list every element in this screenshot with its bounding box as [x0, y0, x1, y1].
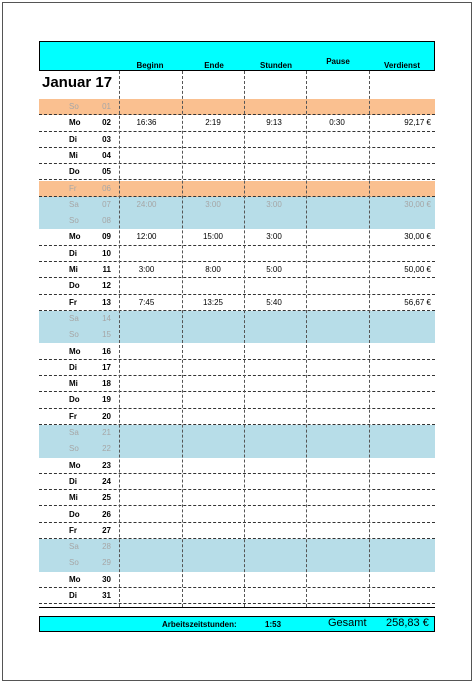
table-row — [39, 523, 435, 539]
stunden-cell[interactable]: 9:13 — [266, 118, 282, 128]
table-row — [39, 99, 435, 115]
column-divider — [182, 71, 183, 607]
table-row — [39, 197, 435, 213]
day-number[interactable]: 21 — [102, 428, 111, 437]
verdienst-cell[interactable]: 50,00 € — [404, 265, 431, 274]
day-number[interactable]: 17 — [102, 362, 111, 372]
day-name[interactable]: Fr — [69, 525, 77, 535]
header-ende: Ende — [204, 61, 224, 70]
footer-label: Arbeitszeitstunden: — [162, 620, 237, 629]
day-number[interactable]: 03 — [102, 134, 111, 144]
day-number[interactable]: 23 — [102, 460, 111, 470]
footer-hours: 1:53 — [265, 620, 282, 629]
table-row — [39, 572, 435, 588]
beginn-cell[interactable]: 24:00 — [136, 199, 157, 209]
day-number[interactable]: 07 — [102, 199, 111, 209]
verdienst-cell[interactable]: 30,00 € — [404, 199, 431, 209]
month-title: Januar 17 — [42, 74, 113, 91]
day-name[interactable]: Do — [69, 395, 80, 405]
day-name[interactable]: Di — [69, 476, 77, 486]
day-name[interactable]: Sa — [69, 428, 79, 437]
column-divider — [369, 71, 370, 607]
day-name[interactable]: Sa — [69, 313, 79, 323]
verdienst-cell[interactable]: 56,67 € — [404, 297, 431, 307]
header-verdienst: Verdienst — [383, 61, 420, 70]
header-beginn: Beginn — [136, 61, 164, 70]
table-row — [39, 115, 435, 131]
day-name[interactable]: Sa — [69, 199, 79, 209]
table-row — [39, 441, 435, 457]
table-row — [39, 327, 435, 343]
table-row — [39, 246, 435, 262]
column-divider — [119, 71, 120, 607]
day-number[interactable]: 14 — [102, 313, 111, 323]
day-name[interactable]: Fr — [69, 183, 77, 193]
beginn-cell[interactable]: 12:00 — [136, 232, 157, 242]
day-name[interactable]: Do — [69, 281, 80, 291]
day-name[interactable]: Di — [69, 134, 77, 144]
day-name[interactable]: So — [69, 102, 79, 111]
day-number[interactable]: 06 — [102, 183, 111, 193]
table-row — [39, 458, 435, 474]
day-number[interactable]: 26 — [102, 509, 111, 519]
day-name[interactable]: So — [69, 216, 79, 226]
table-row — [39, 311, 435, 327]
table-row — [39, 164, 435, 180]
header-stunden: Stunden — [260, 61, 292, 70]
day-number[interactable]: 22 — [102, 444, 111, 454]
verdienst-cell[interactable]: 30,00 € — [404, 232, 431, 242]
day-name[interactable]: Di — [69, 362, 77, 372]
table-row — [39, 490, 435, 506]
separator-line — [39, 607, 435, 608]
beginn-cell[interactable]: 7:45 — [138, 297, 155, 307]
day-number[interactable]: 19 — [102, 395, 111, 405]
ende-cell[interactable]: 2:19 — [205, 118, 221, 128]
day-name[interactable]: Di — [69, 591, 77, 600]
day-number[interactable]: 18 — [102, 379, 111, 389]
day-name[interactable]: Di — [69, 248, 77, 258]
table-row — [39, 213, 435, 229]
day-name[interactable]: Mi — [69, 379, 78, 389]
day-name[interactable]: So — [69, 558, 79, 568]
ende-cell[interactable]: 15:00 — [202, 232, 224, 242]
header-pause: Pause — [326, 57, 350, 66]
day-number[interactable]: 15 — [102, 330, 111, 340]
day-name[interactable]: Mi — [69, 150, 78, 160]
table-row — [39, 295, 435, 311]
table-row — [39, 588, 435, 604]
day-number[interactable]: 04 — [102, 150, 111, 160]
day-name[interactable]: So — [69, 330, 79, 340]
day-number[interactable]: 11 — [102, 265, 111, 274]
table-row — [39, 425, 435, 441]
day-name[interactable]: Mo — [69, 118, 81, 128]
pause-cell[interactable]: 0:30 — [329, 118, 345, 128]
day-name[interactable]: Do — [69, 167, 80, 177]
stunden-cell[interactable]: 3:00 — [266, 232, 282, 242]
day-number[interactable]: 31 — [102, 591, 111, 600]
day-number[interactable]: 02 — [102, 118, 111, 128]
day-number[interactable]: 10 — [102, 248, 111, 258]
day-number[interactable]: 16 — [102, 346, 111, 356]
day-number[interactable]: 12 — [102, 281, 111, 291]
day-name[interactable]: Mo — [69, 232, 81, 242]
footer-total: 258,83 € — [386, 617, 429, 629]
day-number[interactable]: 13 — [102, 297, 111, 307]
table-row — [39, 392, 435, 408]
day-number[interactable]: 25 — [102, 493, 111, 503]
day-name[interactable]: Mo — [69, 460, 81, 470]
ende-cell[interactable]: 13:25 — [202, 297, 224, 307]
ende-cell[interactable]: 8:00 — [205, 265, 221, 274]
footer-row — [39, 616, 435, 632]
day-name[interactable]: Mo — [69, 346, 81, 356]
stunden-cell[interactable]: 3:00 — [266, 199, 282, 209]
day-number[interactable]: 20 — [102, 411, 111, 421]
day-number[interactable]: 27 — [102, 525, 111, 535]
day-name[interactable]: Sa — [69, 542, 79, 552]
day-name[interactable]: Fr — [69, 297, 77, 307]
day-number[interactable]: 08 — [102, 216, 111, 226]
beginn-cell[interactable]: 16:36 — [136, 118, 157, 128]
day-name[interactable]: Mi — [69, 265, 78, 274]
day-name[interactable]: So — [69, 444, 79, 454]
table-row — [39, 507, 435, 523]
table-row — [39, 376, 435, 392]
column-divider — [244, 71, 245, 607]
day-name[interactable]: Fr — [69, 411, 77, 421]
day-number[interactable]: 29 — [102, 558, 111, 568]
day-number[interactable]: 30 — [102, 574, 111, 584]
day-number[interactable]: 05 — [102, 167, 111, 177]
day-number[interactable]: 28 — [102, 542, 111, 552]
table-row — [39, 409, 435, 425]
stunden-cell[interactable]: 5:40 — [266, 297, 282, 307]
table-row — [39, 344, 435, 360]
ende-cell[interactable]: 3:00 — [205, 199, 221, 209]
day-name[interactable]: Mi — [69, 493, 78, 503]
table-row — [39, 148, 435, 164]
table-row — [39, 474, 435, 490]
table-row — [39, 555, 435, 571]
table-row — [39, 360, 435, 376]
table-row — [39, 181, 435, 197]
table-row — [39, 539, 435, 555]
stunden-cell[interactable]: 5:00 — [266, 265, 282, 274]
table-row — [39, 229, 435, 245]
table-row — [39, 262, 435, 278]
day-name[interactable]: Mo — [69, 574, 81, 584]
verdienst-cell[interactable]: 92,17 € — [404, 118, 431, 128]
header-row — [39, 41, 435, 71]
day-number[interactable]: 01 — [102, 102, 111, 111]
column-divider — [306, 71, 307, 607]
day-name[interactable]: Do — [69, 509, 80, 519]
footer-total-label: Gesamt — [328, 617, 367, 629]
day-number[interactable]: 24 — [102, 476, 111, 486]
beginn-cell[interactable]: 3:00 — [138, 265, 155, 274]
page — [2, 2, 472, 681]
day-number[interactable]: 09 — [102, 232, 111, 242]
table-row — [39, 278, 435, 294]
table-row — [39, 132, 435, 148]
